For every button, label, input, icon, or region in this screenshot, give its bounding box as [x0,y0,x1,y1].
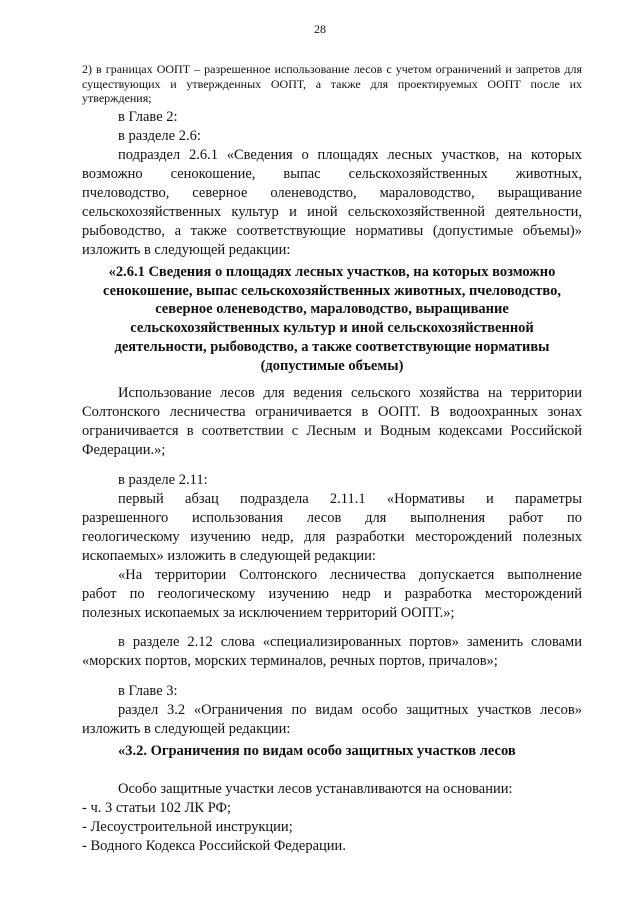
text-line: раздел 3.2 «Ограничения по видам особо защитных участков лесов» [118,702,582,718]
subsection-2-11-1-quote [82,566,582,623]
title-line: сельскохозяйственных культур и иной сельскохозяйственной [130,320,534,337]
text-line: ограничивается в соответствии с Лесным и Водным кодексами Российской [82,423,582,439]
subsection-2-6-1-paragraph [82,146,582,260]
title-line: (допустимые объемы) [260,357,404,374]
text-line: разрешенного использования лесов для выполнения работ по [82,510,582,526]
section-3-2-title: «3.2. Ограничения по видам особо защитных участков лесов [118,743,516,759]
text-line: подраздел 2.6.1 «Сведения о площадях лесных участков, на которых [118,147,582,163]
list-item: - Лесоустроительной инструкции; [82,819,293,835]
list-item: - ч. 3 статьи 102 ЛК РФ; [82,800,232,816]
text-line: Использование лесов для ведения сельского хозяйства на территории [118,385,582,401]
text-line: изложить в следующей редакции: [82,721,291,737]
text-line: первый абзац подраздела 2.11.1 «Нормативы и параметры [118,491,582,507]
text-line: сельскохозяйственных культур и иной сельскохозяйственной деятельности, [82,204,582,220]
subsection-2-11-1-paragraph [82,490,582,566]
item-2-paragraph: 2) в границах ООПТ – разрешенное использование лесов с учетом ограничений и запретов для существующих и утвержденных ООПТ, а также для проектируемых ООПТ после их утверждения; [82,62,582,105]
text-line: в разделе 2.12 слова «специализированных портов» заменить словами [118,634,582,650]
title-line: северное оленеводство, мараловодство, выращивание [155,301,509,318]
list-item: - Водного Кодекса Российской Федерации. [82,838,346,854]
text-line: пчеловодство, северное оленеводство, мараловодство, выращивание [82,185,582,201]
chapter-3-heading: в Главе 3: [118,683,178,699]
section-3-2-paragraph [82,701,582,739]
text-line: возможно сенокошение, выпас сельскохозяйственных животных, [82,166,582,182]
section-2-6-heading: в разделе 2.6: [118,128,201,144]
section-2-11-heading: в разделе 2.11: [118,472,208,488]
title-line: деятельности, рыбоводство, а также соответствующие нормативы [114,338,550,355]
agriculture-paragraph [82,384,582,460]
section-2-6-1-title [82,263,582,375]
text-line: «На территории Солтонского лесничества допускается выполнение [118,567,582,583]
text-line: геологическому изучению недр, для разработки месторождений полезных [82,529,582,545]
basis-intro: Особо защитные участки лесов устанавливаются на основании: [118,781,513,797]
basis-list [82,799,582,856]
title-line: «2.6.1 Сведения о площадях лесных участков, на которых возможно [108,264,556,280]
text-line: изложить в следующей редакции: [82,242,291,258]
text-line: работ по геологическому изучению недр и разработка месторождений [82,586,582,602]
page-number: 28 [314,22,326,36]
text-line: рыбоводство, а также соответствующие нормативы (допустимые объемы)» [82,223,582,239]
text-line: полезных ископаемых за исключением территорий ООПТ.»; [82,605,455,621]
text-line: ископаемых» изложить в следующей редакции: [82,548,376,564]
text-line: Федерации.»; [82,442,166,458]
text-line: Солтонского лесничества ограничивается в ООПТ. В водоохранных зонах [82,404,582,420]
title-line: сенокошение, выпас сельскохозяйственных животных, пчеловодство, [102,282,561,299]
text-line: «морских портов, морских терминалов, речных портов, причалов»; [82,653,498,669]
chapter-2-heading: в Главе 2: [118,109,178,125]
section-2-12-paragraph [82,633,582,671]
